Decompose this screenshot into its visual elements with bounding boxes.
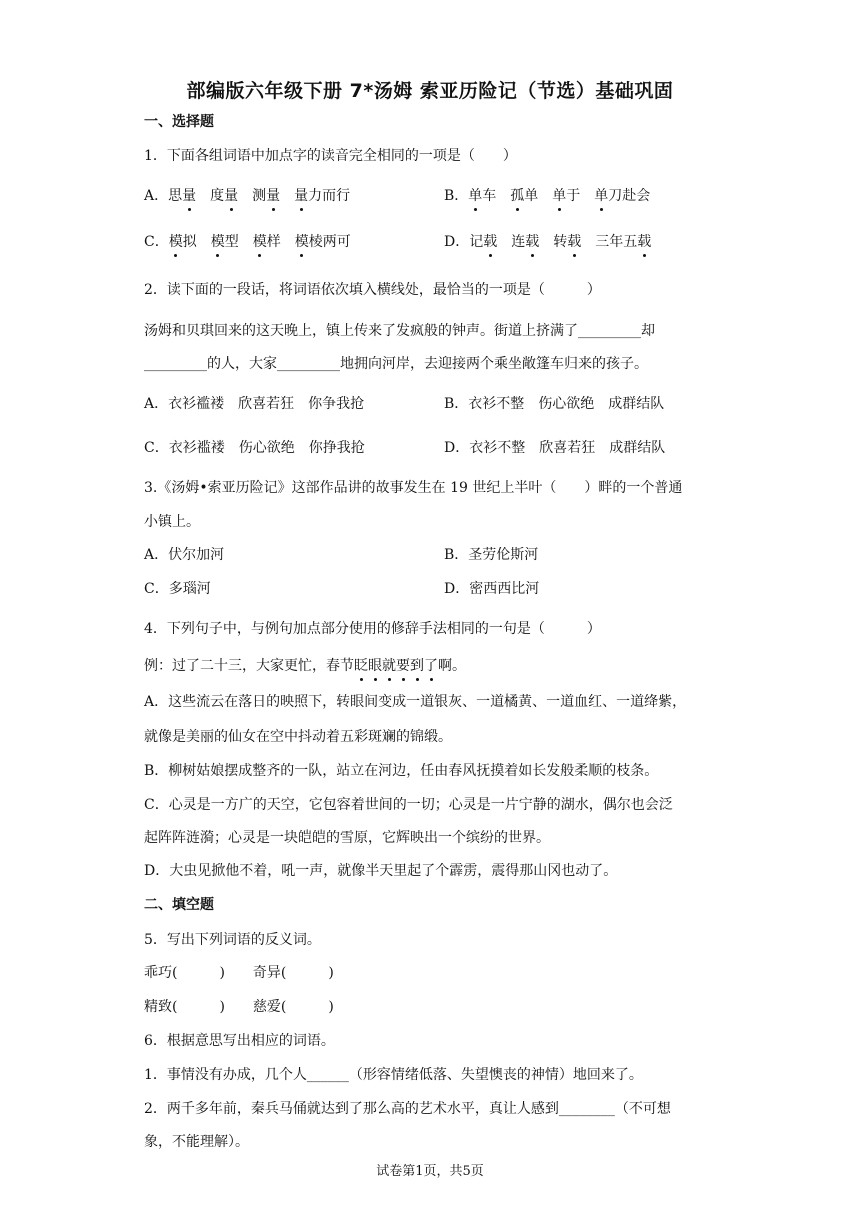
question-3-stem-line-2: 小镇上。 xyxy=(144,514,200,530)
example-dotted-phrase: 眨眼就要到了 xyxy=(354,658,438,674)
question-5-stem: 5．写出下列词语的反义词。 xyxy=(144,932,321,948)
question-4-stem: 4．下列句子中，与例句加点部分使用的修辞手法相同的一句是（ ） xyxy=(144,621,601,637)
word: 度量 xyxy=(210,188,239,204)
question-6-stem: 6．根据意思写出相应的词语。 xyxy=(144,1033,335,1049)
option-label: A． xyxy=(144,188,169,204)
word: 单车 xyxy=(468,188,497,204)
example-prefix: 例：过了二十三，大家更忙，春节 xyxy=(144,658,354,674)
question-2-option-a: A．衣衫褴褛 欣喜若狂 你争我抢 xyxy=(144,396,365,412)
question-3-option-b: B．圣劳伦斯河 xyxy=(444,547,539,563)
question-5-row-2: 精致( ) 慈爱( ) xyxy=(144,999,334,1015)
word: 单于 xyxy=(552,188,581,204)
question-1-option-c xyxy=(144,232,351,252)
question-6-item-2-line-2: 象，不能理解）。 xyxy=(144,1134,249,1150)
question-4-option-d: D．大虫见掀他不着，吼一声，就像半天里起了个霹雳，震得那山冈也动了。 xyxy=(144,863,618,879)
question-4-example xyxy=(144,656,466,676)
question-2-passage-line-2: _________的人，大家_________地拥向河岸，去迎接两个乘坐敞篷车归来的孩子。 xyxy=(144,356,648,372)
question-2-option-d: D．衣衫不整 欣喜若狂 成群结队 xyxy=(444,440,666,456)
word: 孤单 xyxy=(510,188,539,204)
word: 思量 xyxy=(168,188,197,204)
question-1-option-d xyxy=(444,232,651,252)
word: 转载 xyxy=(553,234,582,250)
question-3-option-c: C．多瑙河 xyxy=(144,581,211,597)
question-4-option-b: B．柳树姑娘摆成整齐的一队，站立在河边，任由春风抚摸着如长发般柔顺的枝条。 xyxy=(144,763,659,779)
word: 模拟 xyxy=(168,234,197,250)
question-4-option-c-line-1: C．心灵是一方广的天空，它包容着世间的一切；心灵是一片宁静的湖水，偶尔也会泛 xyxy=(144,797,673,813)
question-5-row-1: 乖巧( ) 奇异( ) xyxy=(144,965,334,981)
question-2-stem: 2．读下面的一段话，将词语依次填入横线处，最恰当的一项是（ ） xyxy=(144,282,601,298)
question-6-item-1: 1．事情没有办成，几个人______（形容情绪低落、失望懊丧的神情）地回来了。 xyxy=(144,1067,643,1083)
word: 模棱两可 xyxy=(294,234,351,250)
word: 模型 xyxy=(210,234,239,250)
question-2-passage-line-1: 汤姆和贝琪回来的这天晚上，镇上传来了发疯般的钟声。街道上挤满了_________却 xyxy=(144,323,655,339)
word: 连载 xyxy=(511,234,540,250)
question-1-option-a xyxy=(144,186,350,206)
word: 单刀赴会 xyxy=(594,188,651,204)
section-heading-fill: 二、填空题 xyxy=(144,897,214,913)
question-1-stem: 1．下面各组词语中加点字的读音完全相同的一项是（ ） xyxy=(144,148,517,164)
word: 模样 xyxy=(252,234,281,250)
word: 量力而行 xyxy=(294,188,351,204)
option-label: C． xyxy=(144,234,169,250)
section-heading-choice: 一、选择题 xyxy=(144,114,214,130)
word: 三年五载 xyxy=(595,234,652,250)
question-4-option-c-line-2: 起阵阵涟漪；心灵是一块皑皑的雪原，它辉映出一个缤纷的世界。 xyxy=(144,830,550,846)
question-3-stem-line-1: 3.《汤姆•索亚历险记》这部作品讲的故事发生在 19 世纪上半叶（ ）畔的一个普通 xyxy=(144,480,683,496)
question-4-option-a-line-1: A．这些流云在落日的映照下，转眼间变成一道银灰、一道橘黄、一道血红、一道绛紫， xyxy=(144,694,687,710)
option-label: B． xyxy=(444,188,469,204)
page-title: 部编版六年级下册 7*汤姆 索亚历险记（节选）基础巩固 xyxy=(186,80,674,102)
question-2-option-b: B．衣衫不整 伤心欲绝 成群结队 xyxy=(444,396,665,412)
question-1-option-b xyxy=(444,186,650,206)
question-2-option-c: C．衣衫褴褛 伤心欲绝 你挣我抢 xyxy=(144,440,365,456)
question-4-option-a-line-2: 就像是美丽的仙女在空中抖动着五彩斑斓的锦缎。 xyxy=(144,729,452,745)
page-footer: 试卷第1页，共5页 xyxy=(376,1164,484,1179)
example-suffix: 啊。 xyxy=(438,658,466,674)
option-label: D． xyxy=(444,234,470,250)
word: 记载 xyxy=(469,234,498,250)
question-3-option-a: A．伏尔加河 xyxy=(144,547,225,563)
word: 测量 xyxy=(252,188,281,204)
question-6-item-2-line-1: 2．两千多年前，秦兵马俑就达到了那么高的艺术水平，真让人感到________（不可想 xyxy=(144,1101,671,1117)
question-3-option-d: D．密西西比河 xyxy=(444,581,540,597)
